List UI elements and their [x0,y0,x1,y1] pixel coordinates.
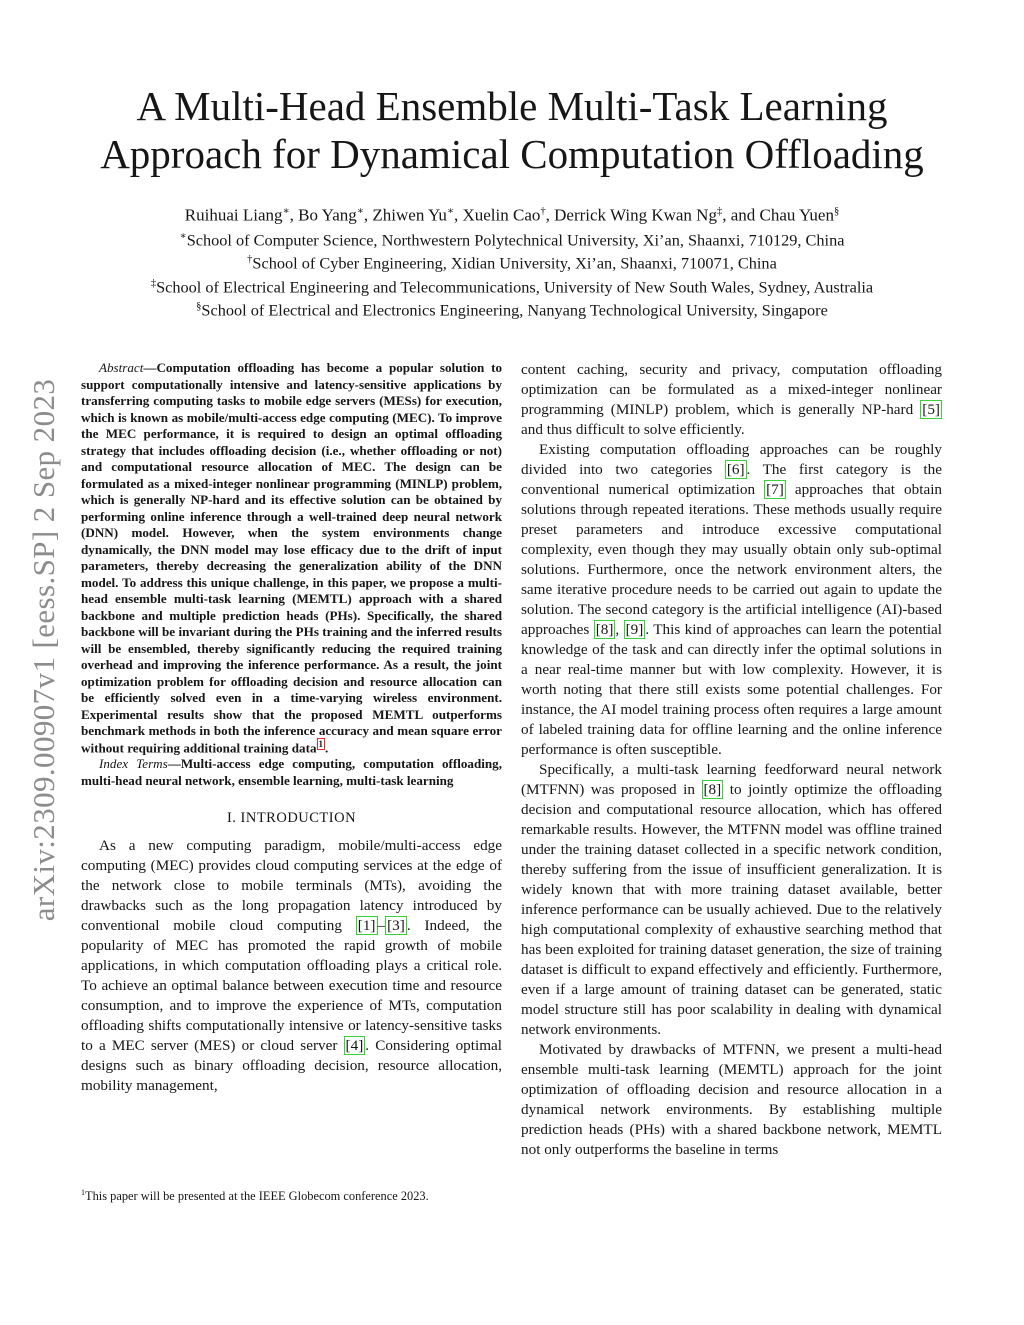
citation-link[interactable]: [4] [345,1037,364,1055]
citation-link[interactable]: [5] [922,401,940,418]
author-name: Ruihuai Liang [184,205,283,225]
citation-link[interactable]: [8] [703,781,722,798]
affiliation-1: ∗School of Computer Science, Northwestern Polytechnical University, Xi’an, Shaanxi, 710129, China [179,230,845,250]
citation-link[interactable]: [9] [625,621,644,638]
body-paragraph: Specifically, a multi-task learning feedforward neural network (MTFNN) was proposed in [8] to jointly optimize the offloading decision and computational resource allocation, which has offered remarkable results. However, the MTFNN model was offline trained under the training dataset collected in a specific network condition, thereby suffering from the issue of insufficient generalization. It is widely known that with more training dataset available, better inference performance can be usually achieved. Due to the relatively high computational complexity of exhaustive searching method that has been exploited for training dataset generation, the size of training dataset is difficult to expand effectively and efficiently. Furthermore, even if a large amount of training dataset can be generated, static model structure still has poor scalability in dealing with dynamical network environments. [521,761,942,1038]
citation-link[interactable]: [6] [726,461,745,478]
citation-link[interactable]: [8] [595,621,614,638]
author-name: Zhiwen Yu [372,205,447,225]
paper-title [0,82,1024,178]
index-terms-label: Index Terms [99,756,168,772]
body-paragraph: Motivated by drawbacks of MTFNN, we present a multi-head ensemble multi-task learning (MEMTL) approach for the joint optimization of offloading decision and resource allocation in a dynamical network environments. By establishing multiple prediction heads (PHs) with a shared backbone network, MEMTL not only outperforms the baseline in terms [521,1041,942,1158]
abstract-label: Abstract [99,360,144,375]
section-heading-introduction: I. INTRODUCTION [226,810,357,827]
title-line-1: A Multi-Head Ensemble Multi-Task Learning [136,83,888,129]
author-mark: § [833,206,840,217]
citation-link[interactable]: [7] [766,481,784,498]
arxiv-identifier [16,360,72,940]
author-list: Ruihuai Liang∗, Bo Yang∗, Zhiwen Yu∗, Xuelin Cao†, Derrick Wing Kwan Ng‡, and Chau Yuen§ [184,205,840,225]
author-name: Xuelin Cao [462,205,541,225]
body-paragraph: Existing computation offloading approaches can be roughly divided into two categories [6] . The first category is the conventional numerical optimization [7] approaches that obtain solutions through repeated iterations. These methods usually require preset parameters and introduce excessive computational complexity, even though they may usually obtain only sub-optimal solutions. Furthermore, once the network environment alters, the same iterative procedure needs to be carried out again to update the solution. The second category is the artificial intelligence (AI)-based approaches [8] , [9] . This kind of approaches can learn the potential knowledge of the task and can directly infer the optimal solutions in a near real-time manner but with low complexity. However, it is worth noting that there still exists some potential challenges. For instance, the AI model training process often requires a large amount of labeled training data for offline learning and the online inference performance is often susceptible. [521,441,943,758]
author-mark: ‡ [716,206,723,217]
author-block [0,202,1024,320]
abstract: Abstract—Computation offloading has become a popular solution to support computationally intensive and latency-sensitive applications by transferring computing tasks to mobile edge servers (MESs) for execution, which is known as mobile/multi-access edge computing (MEC). To improve the MEC performance, it is required to design an optimal offloading strategy that includes offloading decision (i.e., whether offloading or not) and computational resource allocation of MEC. The design can be formulated as a mixed-integer nonlinear programming (MINLP) problem, which is generally NP-hard and its effective solution can be obtained by performing online inference through a well-trained deep neural network (DNN) model. However, when the system environments change dynamically, the DNN model may lose efficacy due to the drift of input parameters, thereby decreasing the generalization ability of the DNN model. To address this unique challenge, in this paper, we propose a multi-head ensemble multi-task learning (MEMTL) approach with a shared backbone and multiple prediction heads (PHs). Specifically, the shared backbone will be invariant during the PHs training and the inferred results will be ensembled, thereby significantly reducing the required training overhead and improving the inference performance. As a result, the joint optimization problem for offloading decision and resource allocation can be efficiently solved even in a time-varying wireless environment. Experimental results show that the proposed MEMTL outperforms benchmark methods in both the inference accuracy and mean square error without requiring additional training data $^1$ . [81,360,502,755]
author-name: Bo Yang [298,205,357,225]
footnote-mark: 1 [81,1188,85,1197]
footnote-text: This paper will be presented at the IEEE Globecom conference 2023. [85,1189,429,1204]
affiliation-3: ‡School of Electrical Engineering and Telecommunications, University of New South Wales, Sydney, Australia [150,276,874,296]
author-mark: ∗ [282,206,290,217]
author-name: Derrick Wing Kwan Ng [554,205,717,225]
abstract-body: —Computation offloading has become a popular solution to support computationally intensive and latency-sensitive applications by transferring computing tasks to mobile edge servers (MESs) for execution, which is known as mobile/multi-access edge computing (MEC). To improve the MEC performance, it is required to design an optimal offloading strategy that includes offloading decision (i.e., whether offloading or not) and computational resource allocation of MEC. The design can be formulated as a mixed-integer nonlinear programming (MINLP) problem, which is generally NP-hard and its effective solution can be obtained by performing online inference through a well-trained deep neural network (DNN) model. However, when the system environments change dynamically, the DNN model may lose efficacy due to the drift of input parameters, thereby decreasing the generalization ability of the DNN model. To address this unique challenge, in this paper, we propose a multi-head ensemble multi-task learning (MEMTL) approach with a shared backbone and multiple prediction heads (PHs). Specifically, the shared backbone will be invariant during the PHs training and the inferred results will be ensembled, thereby significantly reducing the required training overhead and improving the inference performance. As a result, the joint optimization problem for offloading decision and resource allocation can be efficiently solved even in a time-varying wireless environment. Experimental results show that the proposed MEMTL outperforms benchmark methods in both the inference accuracy and mean square error without requiring additional training data [81,360,502,755]
intro-paragraph: As a new computing paradigm, mobile/multi-access edge computing (MEC) provides cloud computing services at the edge of the network close to mobile terminals (MTs), avoiding the drawbacks such as the long propagation latency introduced by conventional mobile cloud computing [1] – [3] . Indeed, the popularity of MEC has promoted the rapid growth of mobile applications, in which computation offloading plays a critical role. To achieve an optimal balance between execution time and resource consumption, and to improve the experience of MTs, computation offloading shifts computationally intensive or latency-sensitive tasks to a MEC server (MES) or cloud server [4] . Considering optimal designs such as binary offloading decision, resource allocation, mobility management, [81,837,502,1095]
index-terms-body: —Multi-access edge computing, computation offloading, multi-head neural network, ensemble learning, multi-task learning [81,756,502,788]
author-mark: † [540,206,546,217]
arxiv-id-text: arXiv:2309.00907v1 [eess.SP] 2 Sep 2023 [26,378,61,922]
index-terms [81,756,502,789]
footnote [81,1185,502,1204]
affiliation-4: §School of Electrical and Electronics Engineering, Nanyang Technological University, Singapore [196,300,828,320]
author-mark: ∗ [446,206,454,217]
author-name: and Chau Yuen [730,205,834,225]
left-column [81,360,502,1096]
affiliation-2: †School of Cyber Engineering, Xidian University, Xi’an, Shaanxi, 710071, China [247,253,777,273]
title-line-2: Approach for Dynamical Computation Offloading [100,131,924,177]
footnote-link[interactable]: 1 [318,738,323,749]
citation-link[interactable]: [3] [387,917,405,935]
body-paragraph: content caching, security and privacy, computation offloading optimization can be formulated as a mixed-integer nonlinear programming (MINLP) problem, which is generally NP-hard [5] and thus difficult to solve efficiently. [521,361,942,438]
citation-link[interactable]: [1] [357,917,376,935]
right-column [521,360,942,1160]
author-mark: ∗ [356,206,364,217]
